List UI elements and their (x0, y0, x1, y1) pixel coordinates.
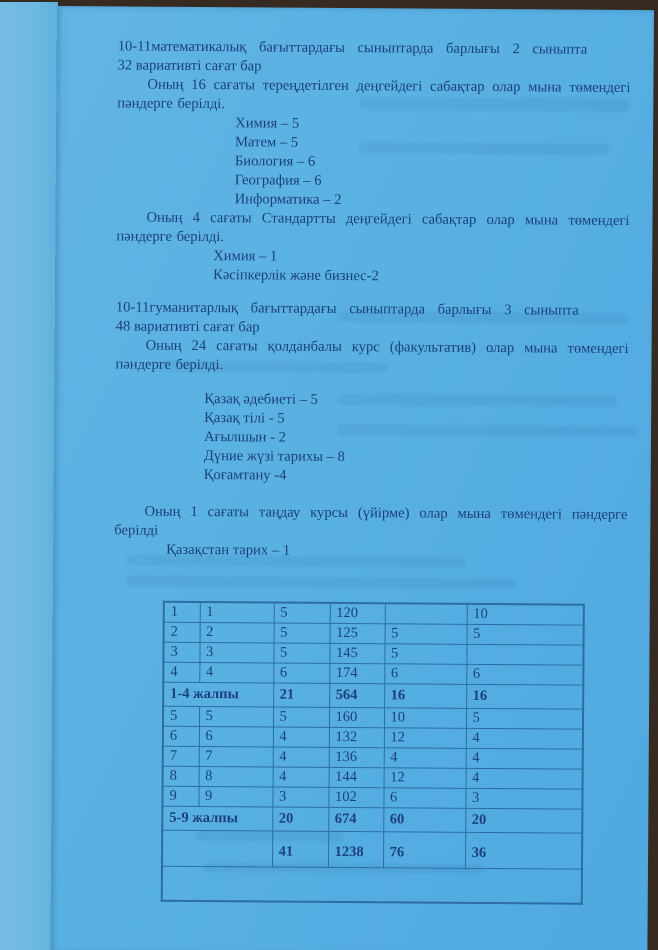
table-cell: 6 (383, 788, 465, 809)
table-cell: 674 (328, 807, 383, 831)
paragraph-line: 48 вариативті сағат бар (115, 318, 260, 336)
table-row (162, 866, 582, 903)
table-cell: 9 (198, 787, 272, 808)
list-item: Химия – 1 (213, 248, 278, 265)
table-cell: 2 (164, 622, 200, 642)
table-cell: 5 (273, 707, 329, 727)
table-cell: 4 (466, 728, 583, 749)
table-cell: 10 (384, 708, 466, 729)
table-cell: 7 (199, 747, 273, 768)
table-cell: 21 (273, 683, 329, 707)
table-cell: 4 (273, 767, 329, 787)
table-cell: 36 (465, 832, 582, 869)
table-cell: 4 (466, 748, 583, 769)
table-cell: 125 (330, 623, 385, 643)
table-cell: 41 (272, 831, 328, 867)
table-row (163, 682, 583, 709)
table-cell: 4 (163, 662, 199, 682)
table-cell: 1 (200, 602, 274, 623)
subject-list-deep-level (235, 114, 631, 212)
list-item: Қазақ әдебиеті – 5 (204, 391, 318, 408)
table-cell: 10 (467, 604, 584, 625)
table-cell: 60 (383, 808, 465, 833)
table-cell: 3 (272, 787, 328, 807)
table-cell: 6 (273, 663, 329, 683)
table-cell: 16 (466, 684, 583, 709)
list-item: Қазақ тілі - 5 (204, 410, 285, 427)
table-cell: 8 (199, 767, 273, 788)
table-cell: 4 (273, 727, 329, 747)
table-cell: 5 (273, 643, 329, 663)
document-page (50, 6, 654, 950)
summary-table-body (162, 602, 584, 903)
table-cell: 12 (384, 768, 466, 789)
table-cell: 5 (163, 706, 199, 726)
list-item: Биология – 6 (234, 153, 316, 170)
table-cell: 5-9 жалпы (162, 806, 272, 831)
list-item: Қоғамтану -4 (203, 467, 287, 484)
table-cell (466, 644, 583, 665)
table-cell: 120 (330, 603, 385, 624)
paragraph-line: 10-11математикалық бағыттардағы сыныптарда барлығы 2 сыныпта (117, 38, 588, 58)
table-cell: 1-4 жалпы (163, 682, 273, 707)
table-cell: 20 (465, 808, 582, 833)
table-cell: 145 (329, 643, 384, 663)
paragraph-elective-course-hours: Оның 1 сағаты таңдау курсы (үйірме) олар мына төмендегі пәндерге берілді (114, 503, 628, 539)
list-item: Ағылшын - 2 (203, 429, 286, 446)
list-item: Дүние жүзі тарихы – 8 (203, 448, 345, 466)
table-cell: 8 (163, 766, 199, 786)
table-cell: 76 (383, 832, 465, 869)
table-cell: 4 (466, 768, 583, 789)
table-cell: 16 (384, 684, 466, 709)
list-item: Химия – 5 (235, 115, 300, 132)
paragraph-math-classes (118, 37, 631, 79)
table-cell: 9 (162, 786, 198, 806)
table-cell: 1 (164, 602, 200, 623)
table-cell: 7 (163, 746, 199, 766)
table-cell: 174 (329, 663, 384, 683)
hours-summary-table (161, 601, 585, 904)
paragraph-applied-course-hours: Оның 24 сағаты қолданбалы курс (факультатив) олар мына төмендегі пәндерге берілді. (115, 337, 629, 374)
table-cell: 564 (329, 683, 384, 707)
paragraph-humanities-classes (116, 298, 629, 340)
table-cell: 144 (329, 767, 384, 787)
paragraph-line: 10-11гуманитарлық бағыттардағы сыныптарда барлығы 3 сыныпта (115, 299, 579, 319)
subject-list-standard-level (213, 247, 629, 288)
document-body-text (112, 37, 631, 904)
list-item: Матем – 5 (234, 134, 299, 151)
list-item: Информатика – 2 (234, 191, 342, 208)
list-item: Кәсіпкерлік және бизнес-2 (213, 267, 379, 285)
table-cell: 5 (274, 603, 330, 624)
table-cell (162, 866, 582, 903)
list-item: География – 6 (234, 172, 322, 189)
table-cell: 6 (384, 664, 466, 685)
table-cell: 4 (273, 747, 329, 767)
table-cell: 3 (163, 642, 199, 662)
table-cell: 5 (199, 707, 273, 728)
table-cell: 136 (329, 747, 384, 767)
table-cell: 2 (200, 623, 274, 644)
table-cell: 132 (329, 727, 384, 747)
table-cell: 160 (329, 707, 384, 727)
table-cell: 3 (465, 788, 582, 809)
table-cell: 5 (467, 624, 584, 645)
table-cell (162, 830, 272, 867)
table-cell: 6 (466, 664, 583, 685)
paragraph-deep-level-hours: Оның 16 сағаты тереңдетілген деңгейдегі сабақтар олар мына төмендегі пәндерге берілді. (117, 76, 631, 113)
table-row (162, 806, 582, 833)
table-cell: 4 (199, 663, 273, 684)
table-cell: 5 (385, 624, 467, 645)
table-cell: 1238 (328, 831, 383, 867)
table-cell (385, 603, 467, 624)
table-cell: 5 (274, 623, 330, 643)
subject-list-applied-course (204, 390, 629, 488)
table-cell: 6 (163, 726, 199, 746)
table-cell: 5 (384, 644, 466, 665)
paragraph-standard-level-hours: Оның 4 сағаты Стандартты деңгейдегі сабақтар олар мына төмендегі пәндерге берілді. (116, 209, 630, 246)
paragraph-line: 32 вариативті сағат бар (117, 57, 262, 75)
underlying-page-edge (0, 2, 58, 950)
table-row (164, 602, 584, 625)
table-cell: 3 (199, 643, 273, 664)
table-cell: 4 (384, 748, 466, 769)
table-cell: 12 (384, 728, 466, 749)
table-cell: 20 (272, 807, 328, 831)
table-row (162, 830, 582, 869)
table-cell: 5 (466, 708, 583, 729)
table-cell: 6 (199, 727, 273, 748)
elective-subject-line: Қазақстан тарих – 1 (166, 541, 291, 559)
table-cell: 102 (328, 787, 383, 807)
